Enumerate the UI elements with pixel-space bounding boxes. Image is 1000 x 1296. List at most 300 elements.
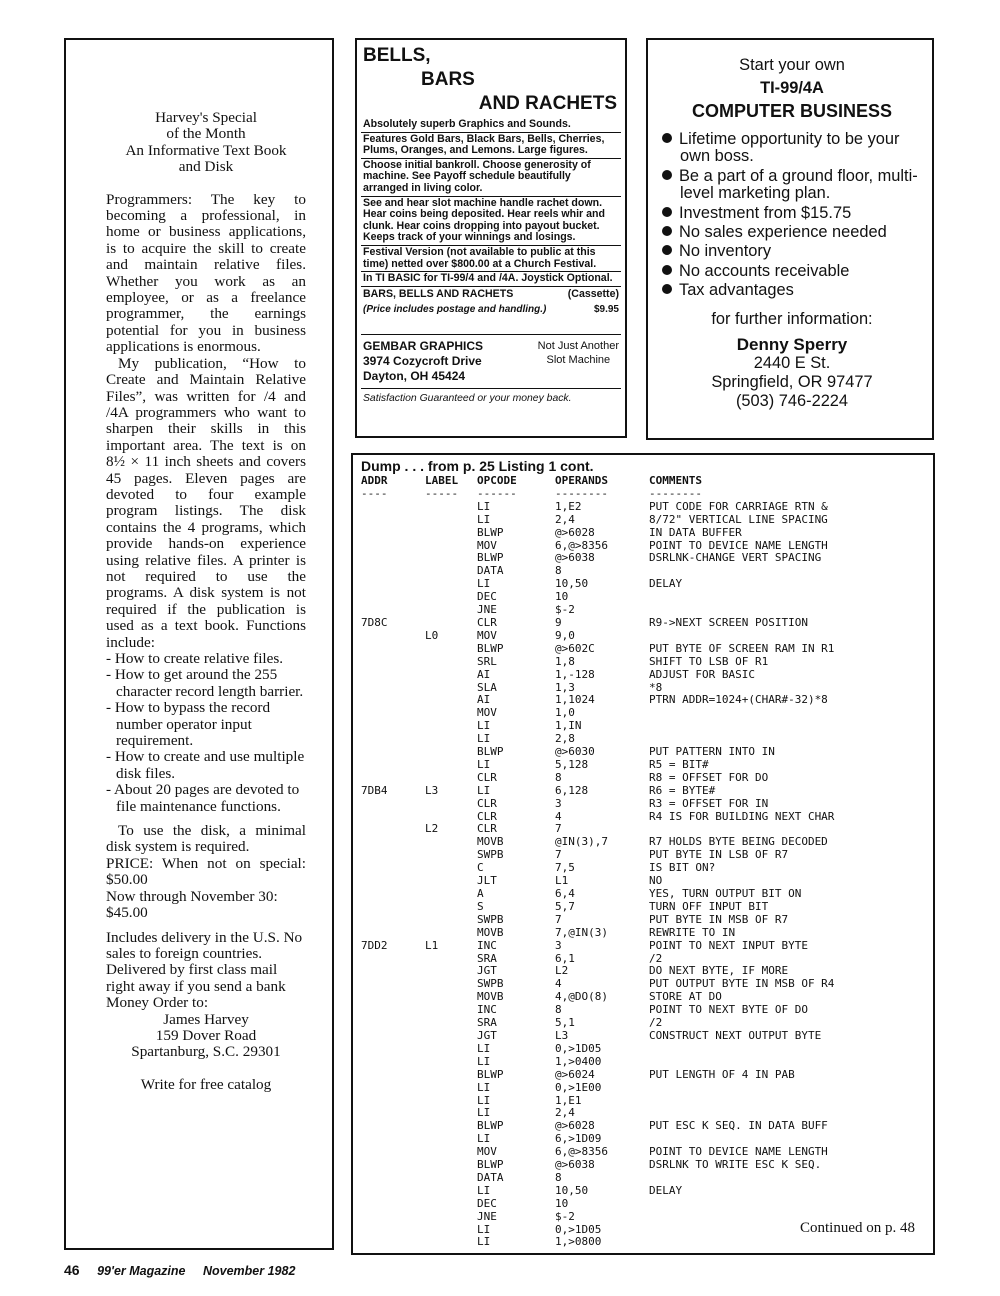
listing-row (361, 733, 933, 746)
ti-line-3: COMPUTER BUSINESS (691, 101, 893, 121)
listing-row (361, 953, 933, 966)
opcode-cell: CLR (477, 809, 497, 823)
operands-cell: L3 (555, 1028, 569, 1042)
operands-cell: $-2 (555, 1209, 575, 1223)
addr-cell (361, 733, 425, 746)
listing-row (361, 1107, 933, 1120)
comment-cell: R7 HOLDS BYTE BEING DECODED (649, 835, 828, 849)
comment-cell (649, 707, 929, 720)
listing-row (361, 1082, 933, 1095)
comment-cell (649, 1043, 929, 1056)
code-listing (351, 453, 935, 1255)
listing-row (361, 1185, 933, 1198)
operands-cell: 6,4 (555, 887, 575, 900)
bells-address (361, 335, 621, 384)
opcode-cell: LI (477, 1132, 491, 1146)
header-comments: COMMENTS (649, 474, 702, 487)
addr-cell (361, 656, 425, 669)
listing-row (361, 914, 933, 927)
operands-cell: 8 (555, 1170, 562, 1184)
opcode-cell: BLWP (477, 745, 504, 759)
operands-cell: 3 (555, 938, 562, 952)
operands-cell: $-2 (555, 603, 575, 617)
listing-row (361, 1043, 933, 1056)
opcode-cell: MOVB (477, 835, 504, 849)
operands-cell: 2,4 (555, 1106, 575, 1120)
opcode-cell: MOV (477, 706, 497, 720)
opcode-cell: LI (477, 1041, 491, 1055)
list-item: - How to create relative files. (106, 650, 284, 667)
operands-cell: 0,>1E00 (555, 1080, 602, 1094)
operands-cell: 4 (555, 977, 562, 991)
label-cell (425, 862, 477, 875)
operands-cell: 3 (555, 796, 562, 810)
opcode-cell: MOVB (477, 990, 504, 1004)
comment-cell (649, 720, 929, 733)
opcode-cell: LI (477, 1093, 491, 1107)
label-cell (425, 849, 477, 862)
heading-line: and Disk (178, 158, 234, 176)
label-cell (425, 720, 477, 733)
list-item: - How to create and use multiple disk files. (106, 748, 305, 782)
addr-cell (361, 798, 425, 811)
addr-cell (361, 914, 425, 927)
ti-name: Denny Sperry (736, 334, 848, 354)
label-cell (425, 991, 477, 1004)
listing-row (361, 978, 933, 991)
listing-row (361, 656, 933, 669)
harvey-sale-price: Now through November 30: $45.00 (106, 887, 278, 922)
label-cell (425, 578, 477, 591)
comment-cell (649, 591, 929, 604)
address-line: Spartanburg, S.C. 29301 (131, 1043, 281, 1061)
comment-cell: DSRLNK-CHANGE VERT SPACING (649, 551, 822, 565)
label-cell (425, 1133, 477, 1146)
addr-cell (361, 1030, 425, 1043)
label-cell (425, 772, 477, 785)
comment-cell: DELAY (649, 1183, 683, 1197)
addr-cell (361, 527, 425, 540)
listing-row (361, 849, 933, 862)
label-cell (425, 888, 477, 901)
opcode-cell: LI (477, 1183, 491, 1197)
label-cell: L2 (425, 822, 439, 836)
addr-cell (361, 875, 425, 888)
comment-cell: YES, TURN OUTPUT BIT ON (649, 887, 802, 900)
comment-cell: PUT LENGTH OF 4 IN PAB (649, 1067, 795, 1081)
addr-cell (361, 1198, 425, 1211)
bells-format: (Cassette) (567, 287, 619, 300)
operands-cell: 10 (555, 590, 569, 604)
bullet-text: No sales experience needed (679, 223, 887, 242)
bells-product: BARS, BELLS AND RACHETS (363, 287, 514, 300)
comment-cell (649, 1198, 929, 1211)
listing-row (361, 875, 933, 888)
label-cell (425, 1198, 477, 1211)
listing-row (361, 682, 933, 695)
addr-cell (361, 1224, 425, 1237)
tagline-line: Slot Machine (546, 353, 611, 366)
addr-cell (361, 501, 425, 514)
label-cell (425, 1069, 477, 1082)
listing-row (361, 1004, 933, 1017)
bullet-text: Investment from $15.75 (679, 203, 852, 222)
label-cell (425, 965, 477, 978)
operands-cell: 10,50 (555, 1183, 589, 1197)
label-cell (425, 1236, 477, 1249)
issue-date: November 1982 (202, 1264, 296, 1278)
addr-cell (361, 1043, 425, 1056)
addr-cell: 7D8C (361, 615, 388, 629)
opcode-cell: DEC (477, 590, 497, 604)
operands-cell: 7,5 (555, 861, 575, 875)
bells-guarantee: Satisfaction Guaranteed or your money back. (361, 388, 621, 405)
label-cell (425, 707, 477, 720)
comment-cell (649, 1236, 929, 1249)
label-cell (425, 514, 477, 527)
bullet-icon (662, 133, 672, 143)
addr-cell: 7DB4 (361, 783, 388, 797)
bullet-icon (662, 207, 672, 217)
addr-cell (361, 669, 425, 682)
operands-cell: @>6028 (555, 1119, 595, 1133)
comment-cell: R4 IS FOR BUILDING NEXT CHAR (649, 809, 835, 823)
operands-cell: 1,E1 (555, 1093, 582, 1107)
operands-cell: @>602C (555, 641, 595, 655)
label-cell (425, 643, 477, 656)
addr-cell (361, 1236, 425, 1249)
bells-street: 3974 Cozycroft Drive (363, 353, 482, 368)
opcode-cell: SRA (477, 951, 497, 965)
opcode-cell: DATA (477, 1170, 504, 1184)
label-cell (425, 1107, 477, 1120)
opcode-cell: LI (477, 1080, 491, 1094)
opcode-cell: DEC (477, 1196, 497, 1210)
listing-row (361, 823, 933, 836)
operands-cell: 4,@DO(8) (555, 990, 608, 1004)
listing-row (361, 1198, 933, 1211)
operands-cell: 7 (555, 848, 562, 862)
opcode-cell: BLWP (477, 525, 504, 539)
addr-cell (361, 772, 425, 785)
label-cell (425, 552, 477, 565)
opcode-cell: SWPB (477, 977, 504, 991)
header-label: LABEL (425, 474, 459, 487)
operands-cell: @>6028 (555, 525, 595, 539)
opcode-cell: INC (477, 1003, 497, 1017)
listing-row (361, 604, 933, 617)
operands-cell: @IN(3),7 (555, 835, 608, 849)
addr-cell (361, 720, 425, 733)
listing-row (361, 888, 933, 901)
comment-cell: DELAY (649, 577, 683, 591)
operands-cell: 7 (555, 822, 562, 836)
operands-cell: @>6024 (555, 1067, 595, 1081)
comment-cell (649, 1082, 929, 1095)
bells-title-1: BELLS, (363, 45, 431, 66)
operands-cell: 5,128 (555, 757, 589, 771)
listing-row (361, 927, 933, 940)
label-cell (425, 1120, 477, 1133)
opcode-cell: A (477, 887, 484, 900)
opcode-cell: DATA (477, 564, 504, 578)
comment-cell (649, 1056, 929, 1069)
comment-cell: R5 = BIT# (649, 757, 709, 771)
label-cell (425, 927, 477, 940)
operands-cell: 7,@IN(3) (555, 925, 608, 939)
listing-title: Dump . . . from p. 25 Listing 1 cont. (361, 458, 594, 474)
label-cell (425, 875, 477, 888)
label-cell (425, 798, 477, 811)
listing-row (361, 746, 933, 759)
addr-cell (361, 565, 425, 578)
opcode-cell: CLR (477, 770, 497, 784)
comment-cell: NO (649, 874, 663, 888)
opcode-cell: SLA (477, 680, 497, 694)
label-cell (425, 1172, 477, 1185)
label-cell (425, 501, 477, 514)
opcode-cell: MOV (477, 628, 497, 642)
opcode-cell: LI (477, 719, 491, 733)
listing-row (361, 1069, 933, 1082)
opcode-cell: AI (477, 667, 491, 681)
comment-cell: R8 = OFFSET FOR DO (649, 770, 769, 784)
opcode-cell: C (477, 861, 484, 875)
listing-row (361, 707, 933, 720)
comment-cell: PTRN ADDR=1024+(CHAR#-32)*8 (649, 693, 828, 707)
opcode-cell: JLT (477, 874, 497, 888)
opcode-cell: MOVB (477, 925, 504, 939)
comment-cell: PUT PATTERN INTO IN (649, 745, 775, 759)
addr-cell (361, 1120, 425, 1133)
ti-bullets (662, 131, 922, 300)
listing-row (361, 1133, 933, 1146)
listing-row (361, 552, 933, 565)
opcode-cell: JNE (477, 603, 497, 617)
magazine-name: 99'er Magazine (97, 1264, 186, 1278)
operands-cell: 6,@>8356 (555, 538, 608, 552)
label-cell: L1 (425, 938, 439, 952)
label-cell (425, 1146, 477, 1159)
bells-city: Dayton, OH 45424 (363, 368, 466, 383)
label-cell (425, 694, 477, 707)
label-cell (425, 682, 477, 695)
operands-cell: 6,@>8356 (555, 1145, 608, 1159)
operands-cell: 1,>0400 (555, 1054, 602, 1068)
ti-street: 2440 E St. (753, 353, 831, 372)
label-cell (425, 1185, 477, 1198)
bells-title-3: AND RACHETS (478, 93, 617, 114)
opcode-cell: LI (477, 499, 491, 513)
bullet-text: Tax advantages (679, 281, 794, 300)
list-item (662, 224, 922, 241)
bells-para: Festival Version (not available to public at this time) netted over $800.00 at a Church Festival. (361, 246, 621, 272)
comment-cell: R3 = OFFSET FOR IN (649, 796, 769, 810)
opcode-cell: BLWP (477, 1119, 504, 1133)
opcode-cell: BLWP (477, 1067, 504, 1081)
operands-cell: 6,1 (555, 951, 575, 965)
operands-cell: 2,8 (555, 732, 575, 746)
comment-cell: PUT ESC K SEQ. IN DATA BUFF (649, 1119, 828, 1133)
label-cell (425, 1030, 477, 1043)
bells-title-2: BARS (421, 69, 475, 90)
comment-cell: REWRITE TO IN (649, 925, 736, 939)
operands-cell: @>6038 (555, 551, 595, 565)
addr-cell (361, 1082, 425, 1095)
address-line: James Harvey (163, 1010, 249, 1028)
operands-cell: L2 (555, 964, 569, 978)
ti-phone: (503) 746-2224 (735, 391, 849, 410)
addr-cell (361, 1069, 425, 1082)
comment-cell (649, 1095, 929, 1108)
harvey-address (106, 1012, 306, 1061)
comment-cell: PUT BYTE IN MSB OF R7 (649, 912, 789, 926)
listing-row (361, 514, 933, 527)
label-cell (425, 746, 477, 759)
addr-cell (361, 965, 425, 978)
label-cell (425, 953, 477, 966)
listing-row (361, 1172, 933, 1185)
label-cell (425, 656, 477, 669)
addr-cell (361, 759, 425, 772)
heading-line: An Informative Text Book (125, 141, 287, 159)
opcode-cell: LI (477, 1054, 491, 1068)
heading-line: Harvey's Special (155, 109, 257, 126)
addr-cell (361, 927, 425, 940)
opcode-cell: BLWP (477, 641, 504, 655)
harvey-requirement: To use the disk, a minimal disk system is required. (106, 822, 306, 856)
continued-note: Continued on p. 48 (800, 1220, 915, 1236)
operands-cell: 1,E2 (555, 499, 582, 513)
addr-cell (361, 862, 425, 875)
addr-cell (361, 1185, 425, 1198)
addr-cell (361, 707, 425, 720)
opcode-cell: CLR (477, 796, 497, 810)
bells-company: GEMBAR GRAPHICS (363, 338, 484, 353)
bells-para: Choose initial bankroll. Choose generosity of machine. See Payoff schedule beautifully arranged in living color. (361, 159, 621, 197)
bullet-text: Lifetime opportunity to be your own boss. (679, 130, 900, 166)
operands-cell: 8 (555, 564, 562, 578)
comment-cell: CONSTRUCT NEXT OUTPUT BYTE (649, 1028, 822, 1042)
comment-cell: R9->NEXT SCREEN POSITION (649, 615, 808, 629)
bullet-icon (662, 284, 672, 294)
opcode-cell: SWPB (477, 848, 504, 862)
label-cell: L3 (425, 783, 439, 797)
operands-cell: 1,3 (555, 680, 575, 694)
bullet-icon (662, 170, 672, 180)
opcode-cell: MOV (477, 1145, 497, 1159)
listing-row (361, 772, 933, 785)
listing-row (361, 1236, 933, 1249)
list-item (662, 263, 922, 280)
comment-cell (649, 630, 929, 643)
comment-cell: IS BIT ON? (649, 861, 716, 875)
operands-cell: 5,1 (555, 1016, 575, 1030)
addr-cell (361, 953, 425, 966)
comment-cell: PUT BYTE IN LSB OF R7 (649, 848, 789, 862)
harvey-price: PRICE: When not on special: $50.00 (106, 854, 306, 889)
addr-cell: 7DD2 (361, 938, 388, 952)
bullet-text: Be a part of a ground floor, multi-level marketing plan. (679, 166, 918, 203)
heading-line: of the Month (166, 125, 246, 143)
operands-cell: 0,>1D05 (555, 1222, 602, 1236)
listing-row (361, 811, 933, 824)
opcode-cell: BLWP (477, 551, 504, 565)
bells-para: See and hear slot machine handle rachet down. Hear coins being deposited. Hear reels whir and clunk. Hear coins dropping into payout bucket. Keeps track of your winnings and losings. (361, 197, 621, 246)
operands-cell: 2,4 (555, 512, 575, 526)
opcode-cell: LI (477, 1235, 491, 1249)
listing-row (361, 540, 933, 553)
addr-cell (361, 514, 425, 527)
comment-cell: *8 (649, 680, 663, 694)
listing-row (361, 591, 933, 604)
listing-row (361, 759, 933, 772)
opcode-cell: JGT (477, 1028, 497, 1042)
comment-cell: PUT CODE FOR CARRIAGE RTN & (649, 499, 828, 513)
label-cell (425, 733, 477, 746)
harvey-intro: Programmers: The key to becoming a professional, in home or business applications, is to acquire the skill to create and maintain relative files. Whether you work as an employee, or as a freelance programmer, the earnings potential for you in business applications is enormous. (106, 190, 306, 356)
operands-cell: 9,0 (555, 628, 575, 642)
tagline-line: Not Just Another (537, 339, 619, 352)
listing-row (361, 965, 933, 978)
header-operands: OPERANDS (555, 474, 608, 487)
operands-cell: @>6038 (555, 1158, 595, 1172)
addr-cell (361, 1133, 425, 1146)
addr-cell (361, 888, 425, 901)
operands-cell: 4 (555, 809, 562, 823)
ti-business-ad (646, 38, 934, 440)
listing-row (361, 669, 933, 682)
listing-rows (361, 501, 933, 1250)
operands-cell: 8 (555, 770, 562, 784)
ti-line-1: Start your own (739, 56, 845, 74)
bullet-icon (662, 265, 672, 275)
comment-cell: STORE AT DO (649, 990, 722, 1004)
bullet-text: No inventory (679, 242, 772, 261)
header-addr: ADDR (361, 474, 388, 487)
label-cell (425, 1017, 477, 1030)
comment-cell: POINT TO DEVICE NAME LENGTH (649, 1145, 828, 1159)
bells-para: Absolutely superb Graphics and Sounds. (361, 118, 621, 133)
bells-tagline (538, 339, 619, 384)
opcode-cell: SRL (477, 654, 497, 668)
comment-cell: PUT OUTPUT BYTE IN MSB OF R4 (649, 977, 835, 991)
listing-header (361, 475, 933, 488)
listing-row (361, 798, 933, 811)
label-cell: L0 (425, 628, 439, 642)
addr-cell (361, 978, 425, 991)
addr-cell (361, 1004, 425, 1017)
label-cell (425, 604, 477, 617)
label-cell (425, 540, 477, 553)
page-number: 46 (64, 1262, 80, 1278)
comment-cell: R6 = BYTE# (649, 783, 716, 797)
label-cell (425, 527, 477, 540)
addr-cell (361, 1159, 425, 1172)
operands-cell: 7 (555, 912, 562, 926)
listing-row (361, 940, 933, 953)
opcode-cell: SRA (477, 1016, 497, 1030)
addr-cell (361, 746, 425, 759)
label-cell (425, 759, 477, 772)
bells-ad (355, 38, 627, 438)
harvey-delivery: Includes delivery in the U.S. No sales to foreign countries. Delivered by first class mail right away if you send a bank Money Order to: (106, 928, 303, 1012)
listing-row (361, 1056, 933, 1069)
addr-cell (361, 552, 425, 565)
listing-row (361, 1030, 933, 1043)
harvey-functions-list (106, 651, 306, 815)
comment-cell: SHIFT TO LSB OF R1 (649, 654, 769, 668)
